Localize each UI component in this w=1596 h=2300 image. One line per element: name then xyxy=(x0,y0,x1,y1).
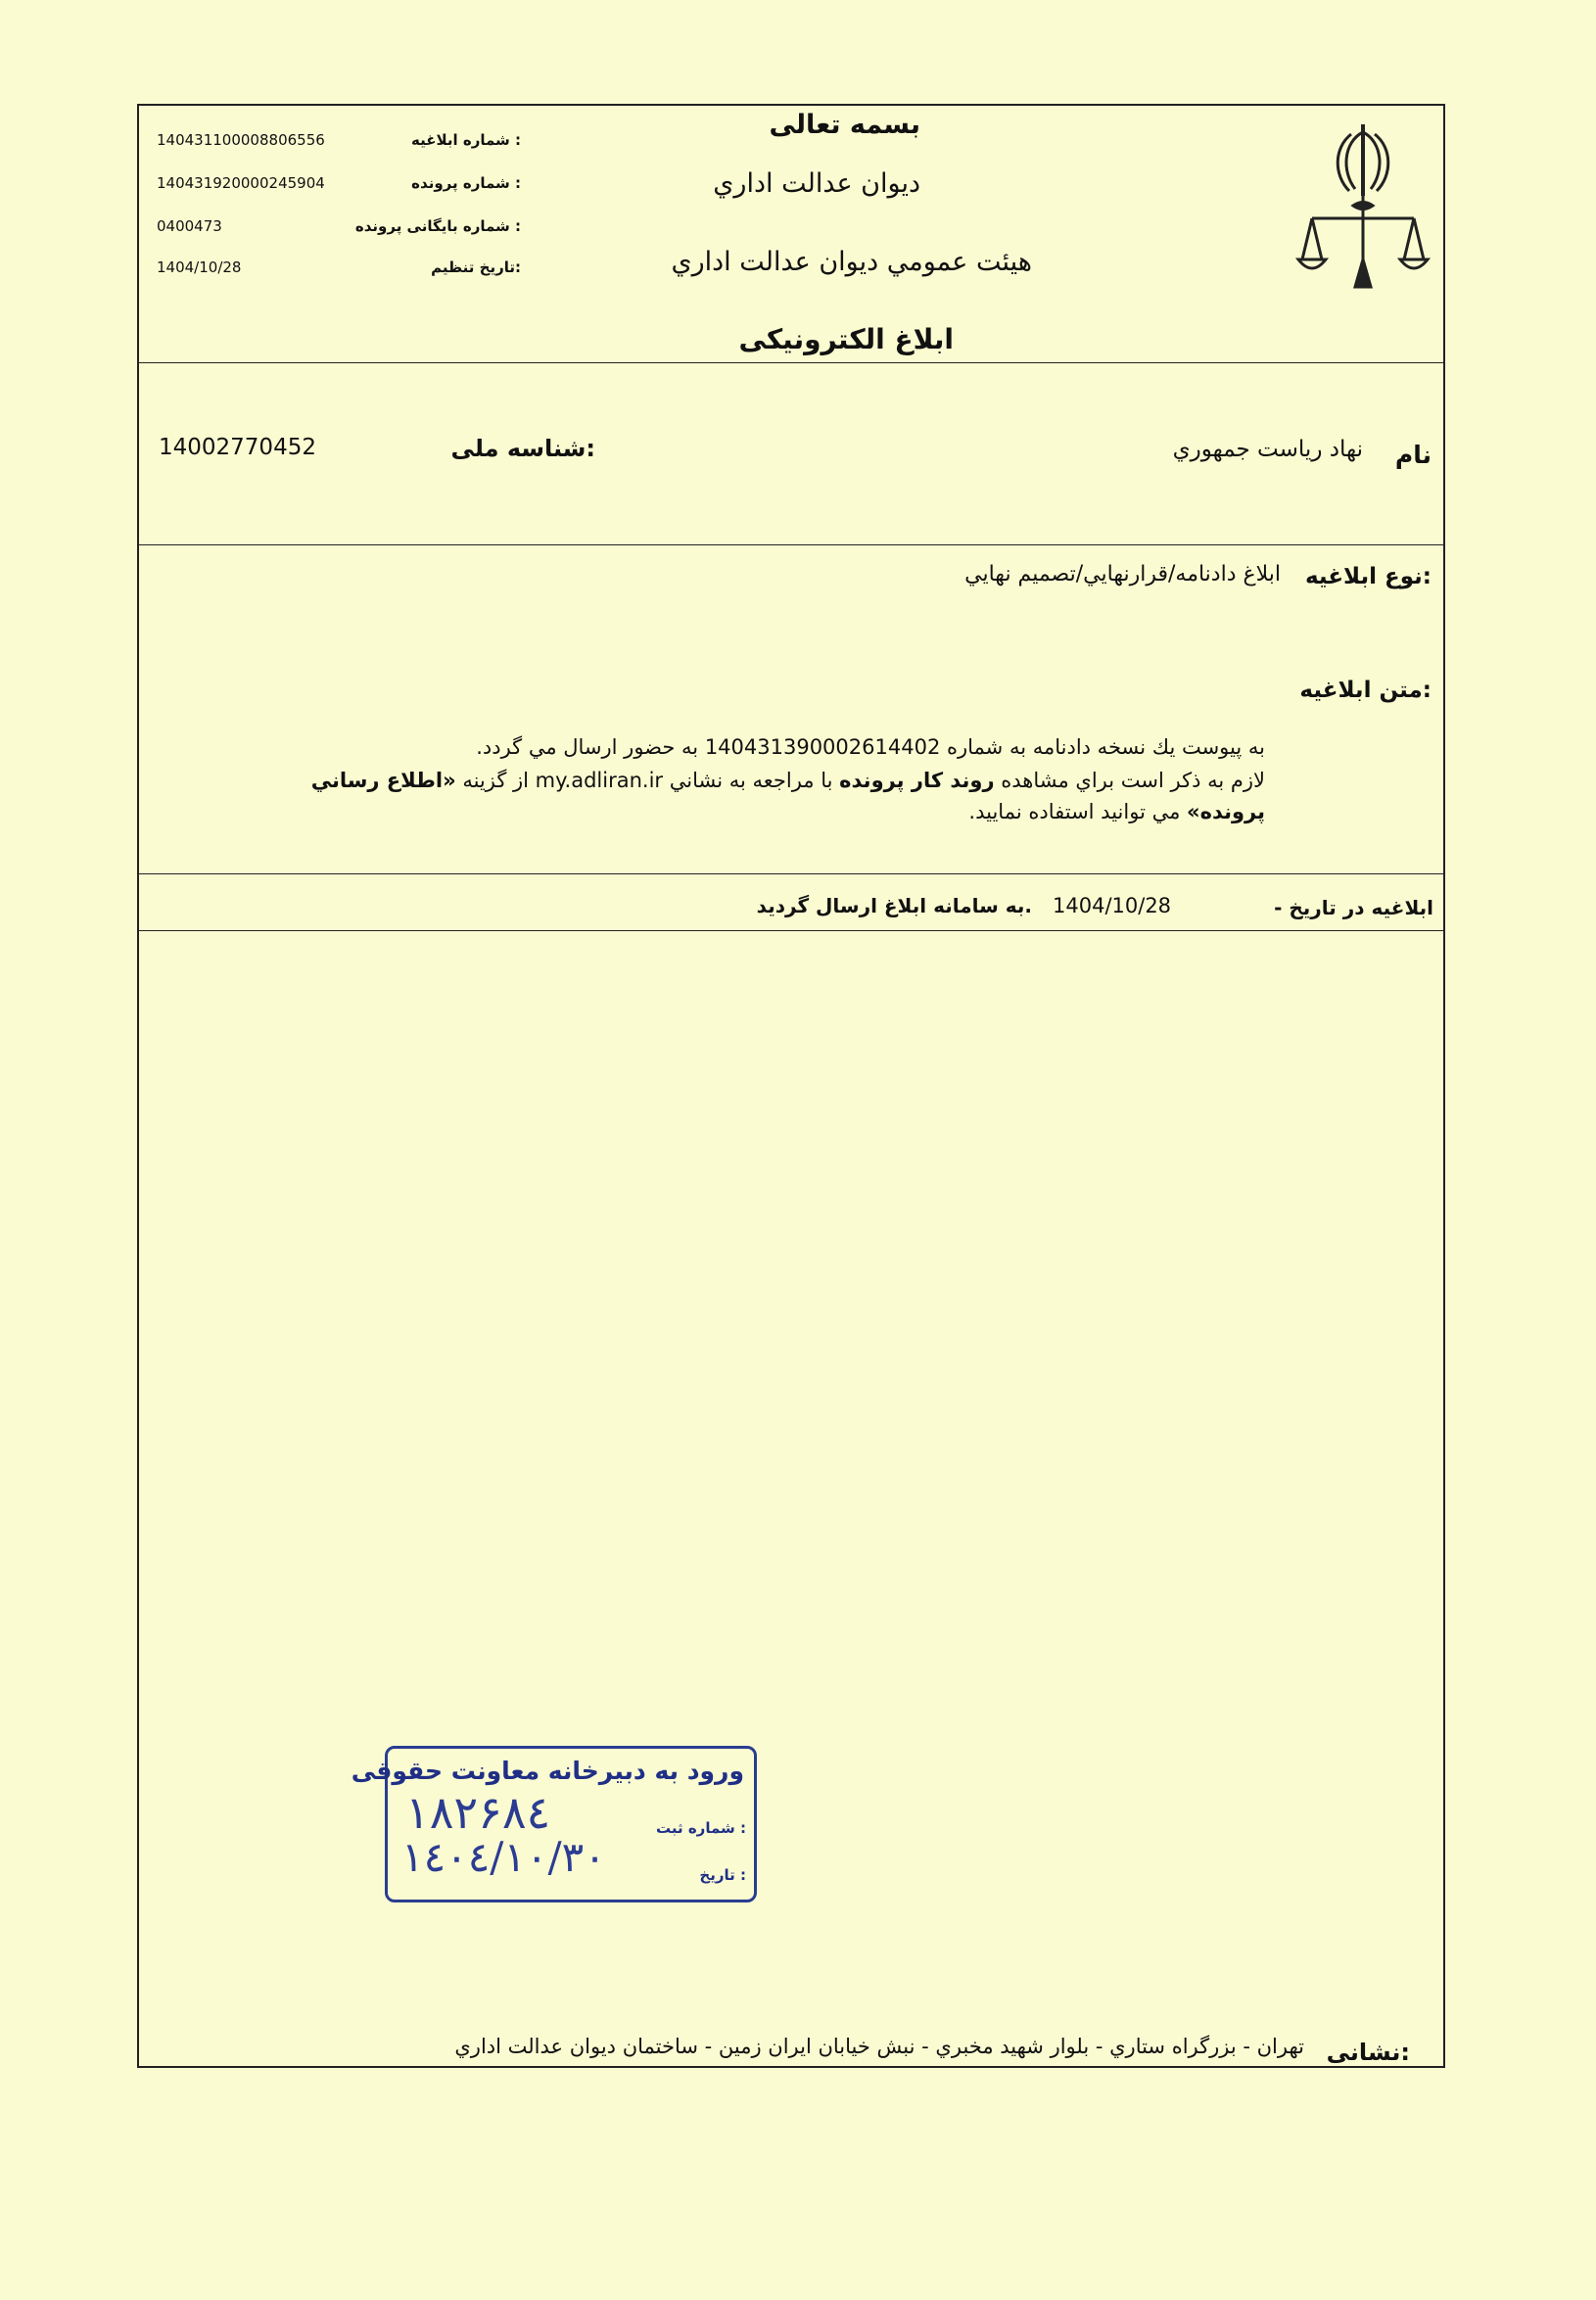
stamp-reg-label: شماره ثبت : xyxy=(655,1819,746,1837)
document-frame xyxy=(137,104,1445,2068)
sent-prefix: - ابلاغیه در تاریخ xyxy=(1274,896,1433,919)
sent-date: 1404/10/28 xyxy=(1053,894,1172,917)
stamp-date-value: ۱٤۰٤/۱۰/۳۰ xyxy=(401,1833,606,1881)
info-option-text: «اطلاع رساني xyxy=(310,769,456,792)
divider xyxy=(139,362,1443,363)
notice-line-1: به پيوست يك نسخه دادنامه به شماره 140431390002614402 به حضور ارسال مي گردد. xyxy=(476,735,1265,759)
divider xyxy=(139,930,1443,931)
notice-line-2-part: با مراجعه به نشاني my.adliran.ir از گزينه xyxy=(455,769,840,792)
notice-number: 140431100008806556 xyxy=(157,131,325,149)
stamp-title: ورود به دبیرخانه معاونت حقوقی xyxy=(351,1757,744,1785)
recipient-name: نهاد رياست جمهوري xyxy=(1172,437,1363,462)
board-name: هيئت عمومي ديوان عدالت اداري xyxy=(671,247,1032,277)
archive-number: 0400473 xyxy=(157,217,222,235)
stamp-date-label: تاریخ : xyxy=(699,1866,746,1884)
sent-suffix: به سامانه ابلاغ ارسال گردید. xyxy=(756,894,1032,917)
notice-line-3-part: مي توانيد استفاده نماييد. xyxy=(968,800,1188,823)
page-title: ابلاغ الکترونيکی xyxy=(738,323,954,355)
divider xyxy=(139,544,1443,545)
notice-line-2 xyxy=(311,764,1265,797)
address: تهران - بزرگراه ستاري - بلوار شهيد مخبري - نبش خيابان ايران زمين - ساختمان ديوان عدالت اداري xyxy=(454,2035,1304,2058)
case-progress-text: روند كار پرونده xyxy=(839,769,995,792)
issue-date-label: تاریخ تنظیم: xyxy=(431,258,521,276)
court-name: ديوان عدالت اداري xyxy=(713,168,920,199)
info-option-text: پرونده» xyxy=(1187,800,1265,823)
notice-type: ابلاغ دادنامه/قرارنهايي/تصميم نهايي xyxy=(964,562,1281,587)
national-id: 14002770452 xyxy=(159,435,316,460)
issue-date: 1404/10/28 xyxy=(157,258,242,276)
national-id-label: شناسه ملی: xyxy=(450,435,595,462)
besmeh-text: بسمه تعالی xyxy=(769,110,920,140)
archive-number-label: شماره بایگانی پرونده : xyxy=(354,217,521,235)
notice-number-label: شماره ابلاغیه : xyxy=(410,131,521,149)
case-number-label: شماره پرونده : xyxy=(411,174,521,192)
address-label: نشانی: xyxy=(1326,2039,1410,2066)
stamp-reg-value: ۱۸۲۶۸٤ xyxy=(405,1786,551,1839)
notice-line-3 xyxy=(968,795,1265,828)
name-label: نام xyxy=(1394,441,1432,469)
divider xyxy=(139,873,1443,874)
case-number: 140431920000245904 xyxy=(157,174,325,192)
notice-line-2-part: لازم به ذكر است براي مشاهده xyxy=(994,769,1265,792)
registry-stamp xyxy=(351,1746,757,1902)
notice-type-label: نوع ابلاغیه: xyxy=(1304,564,1432,589)
notice-text-label: متن ابلاغیه: xyxy=(1299,678,1432,703)
iran-emblem-icon xyxy=(1294,113,1432,289)
